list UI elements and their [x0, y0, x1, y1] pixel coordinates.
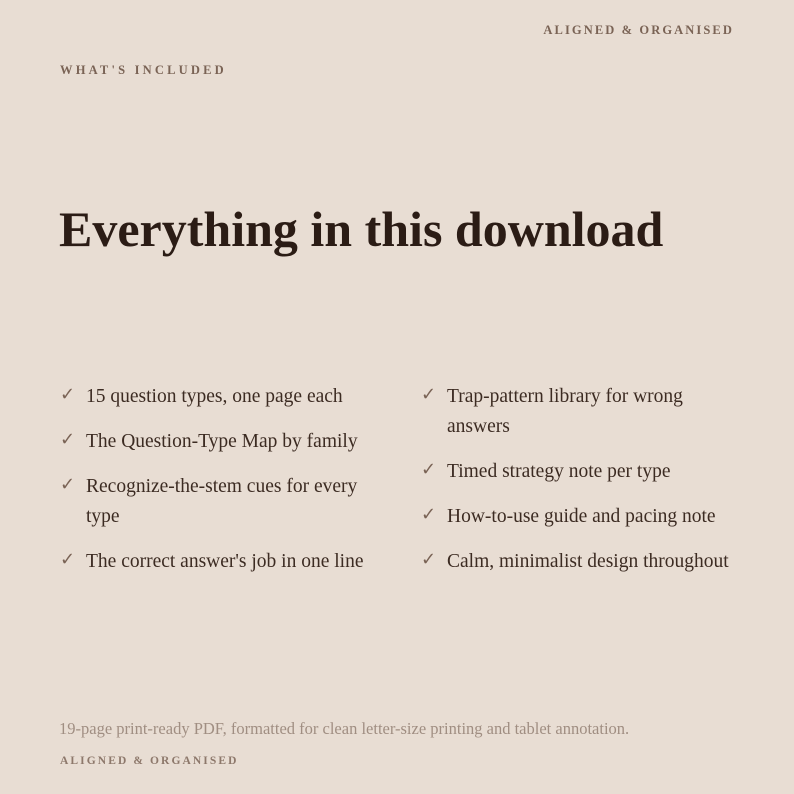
feature-item	[421, 457, 736, 487]
checkmark-icon: ✓	[421, 549, 437, 570]
feature-item	[60, 427, 370, 457]
feature-label: How-to-use guide and pacing note	[447, 506, 716, 527]
feature-item	[60, 547, 370, 577]
feature-item	[60, 472, 370, 532]
feature-label: The Question-Type Map by family	[86, 431, 358, 452]
feature-label: Calm, minimalist design throughout	[447, 551, 729, 572]
feature-item	[421, 502, 736, 532]
brand-footer: ALIGNED & ORGANISED	[60, 755, 239, 767]
feature-item	[421, 547, 736, 577]
page-title: Everything in this download	[59, 201, 664, 257]
feature-label: Timed strategy note per type	[447, 461, 671, 482]
feature-list-left	[60, 382, 370, 592]
feature-item	[60, 382, 370, 412]
feature-label: The correct answer's job in one line	[86, 551, 364, 572]
footer-note: 19-page print-ready PDF, formatted for clean letter-size printing and tablet annotation.	[59, 719, 630, 738]
brand-header: ALIGNED & ORGANISED	[543, 23, 734, 37]
section-eyebrow: WHAT'S INCLUDED	[60, 63, 227, 77]
checkmark-icon: ✓	[421, 384, 437, 405]
feature-list-right	[421, 382, 736, 592]
checkmark-icon: ✓	[421, 459, 437, 480]
checkmark-icon: ✓	[60, 384, 76, 405]
checkmark-icon: ✓	[60, 429, 76, 450]
feature-label: Trap-pattern library for wrong answers	[447, 386, 683, 437]
feature-label: Recognize-the-stem cues for every type	[86, 476, 358, 527]
feature-label: 15 question types, one page each	[86, 386, 343, 407]
checkmark-icon: ✓	[421, 504, 437, 525]
feature-item	[421, 382, 736, 442]
checkmark-icon: ✓	[60, 474, 76, 495]
checkmark-icon: ✓	[60, 549, 76, 570]
